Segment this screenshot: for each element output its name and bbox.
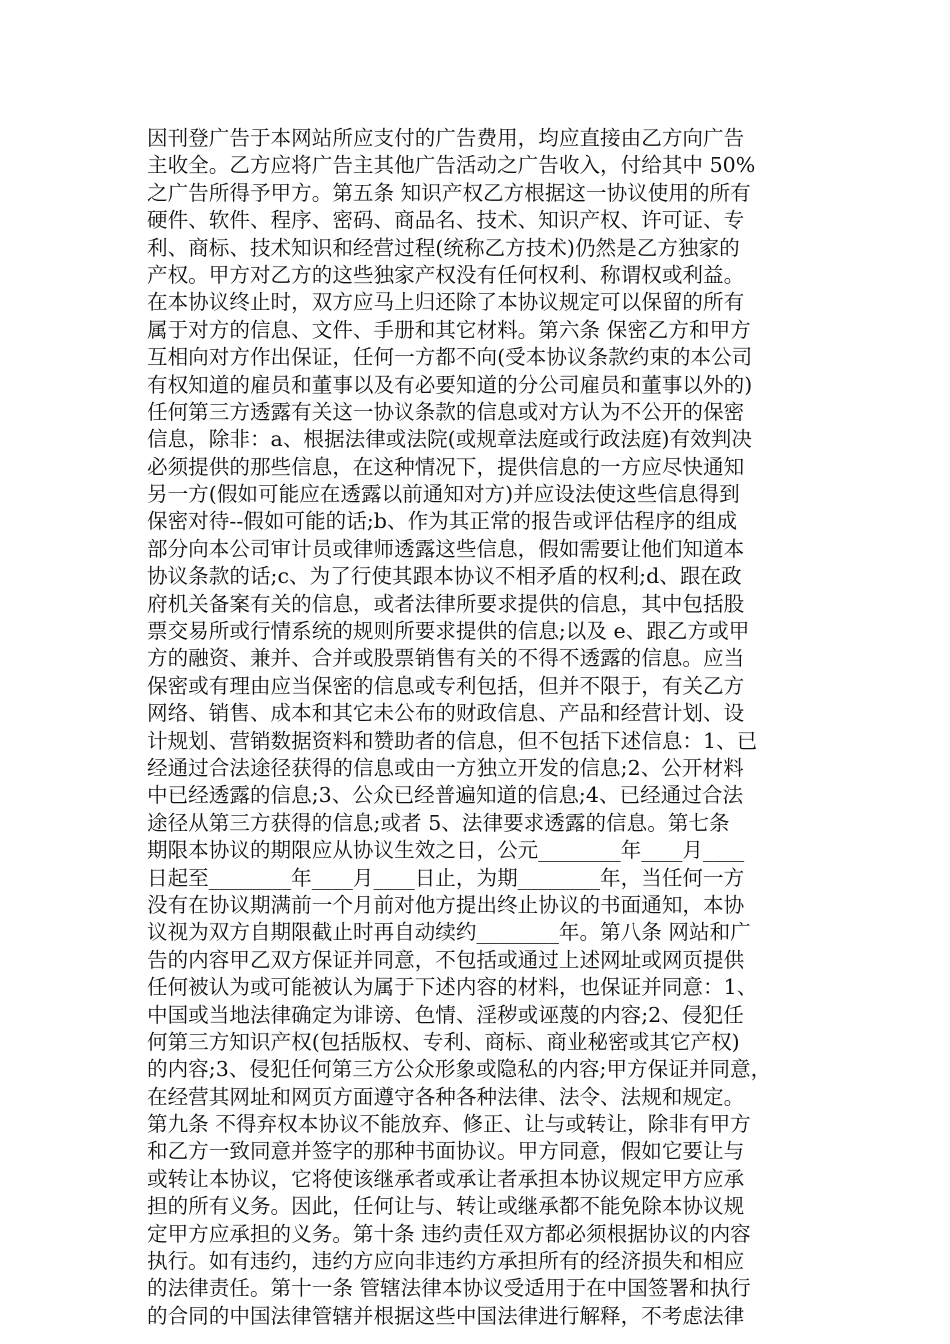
text-line: 的内容;3、侵犯任何第三方公众形象或隐私的内容;甲方保证并同意，: [147, 1057, 772, 1082]
text-line: 或转让本协议，它将使该继承者或承让者承担本协议规定甲方应承: [147, 1166, 745, 1191]
text-line: 产权。甲方对乙方的这些独家产权没有任何权利、称谓权或利益。: [147, 262, 745, 287]
text-line: 执行。如有违约，违约方应向非违约方承担所有的经济损失和相应: [147, 1249, 745, 1274]
text-line: 之广告所得予甲方。第五条 知识产权乙方根据这一协议使用的所有: [147, 180, 751, 205]
text-line: 在经营其网址和网页方面遵守各种各种法律、法令、法规和规定。: [147, 1084, 745, 1109]
text-line: 硬件、软件、程序、密码、商品名、技术、知识产权、许可证、专: [147, 208, 745, 233]
text-line: 经通过合法途径获得的信息或由一方独立开发的信息;2、公开材料: [147, 755, 744, 780]
text-line: 定甲方应承担的义务。第十条 违约责任双方都必须根据协议的内容: [147, 1221, 751, 1246]
text-line: 的合同的中国法律管辖并根据这些中国法律进行解释，不考虑法律: [147, 1303, 745, 1328]
text-line: 互相向对方作出保证，任何一方都不向(受本协议条款约束的本公司: [147, 345, 753, 370]
text-line: 票交易所或行情系统的规则所要求提供的信息;以及 e、跟乙方或甲: [147, 619, 750, 644]
text-line: 和乙方一致同意并签字的那种书面协议。甲方同意，假如它要让与: [147, 1139, 745, 1164]
text-line: 部分向本公司审计员或律师透露这些信息，假如需要让他们知道本: [147, 536, 745, 561]
text-line: 方的融资、兼并、合并或股票销售有关的不得不透露的信息。应当: [147, 646, 745, 671]
text-line: 告的内容甲乙双方保证并同意，不包括或通过上述网址或网页提供: [147, 947, 745, 972]
text-line: 有权知道的雇员和董事以及有必要知道的分公司雇员和董事以外的): [147, 372, 753, 397]
text-line: 信息，除非：a、根据法律或法院(或规章法庭或行政法庭)有效判决: [147, 427, 752, 452]
text-line: 主收全。乙方应将广告主其他广告活动之广告收入，付给其中 50%: [147, 153, 756, 178]
text-line: 另一方(假如可能应在透露以前通知对方)并应设法使这些信息得到: [147, 482, 740, 507]
text-line: 任何第三方透露有关这一协议条款的信息或对方认为不公开的保密: [147, 399, 745, 424]
text-line: 担的所有义务。因此，任何让与、转让或继承都不能免除本协议规: [147, 1194, 745, 1219]
text-line: 必须提供的那些信息，在这种情况下，提供信息的一方应尽快通知: [147, 454, 745, 479]
text-line: 保密或有理由应当保密的信息或专利包括，但并不限于，有关乙方: [147, 673, 745, 698]
text-line: 的法律责任。第十一条 管辖法律本协议受适用于在中国签署和执行: [147, 1276, 751, 1301]
text-line: 途径从第三方获得的信息;或者 5、法律要求透露的信息。第七条: [147, 810, 730, 835]
text-line: 期限本协议的期限应从协议生效之日，公元________年____月____: [147, 838, 745, 863]
text-line: 府机关备案有关的信息，或者法律所要求提供的信息，其中包括股: [147, 591, 745, 616]
text-line: 因刊登广告于本网站所应支付的广告费用，均应直接由乙方向广告: [147, 126, 745, 150]
text-line: 没有在协议期满前一个月前对他方提出终止协议的书面通知，本协: [147, 892, 745, 917]
text-line: 保密对待--假如可能的话;b、作为其正常的报告或评估程序的组成: [147, 509, 738, 534]
text-line: 议视为双方自期限截止时再自动续约________年。第八条 网站和广: [147, 920, 751, 945]
text-line: 任何被认为或可能被认为属于下述内容的材料，也保证并同意：1、: [147, 975, 758, 1000]
text-line: 第九条 不得弃权本协议不能放弃、修正、让与或转让，除非有甲方: [147, 1112, 751, 1137]
text-line: 中国或当地法律确定为诽谤、色情、淫秽或诬蔑的内容;2、侵犯任: [147, 1002, 744, 1027]
text-line: 何第三方知识产权(包括版权、专利、商标、商业秘密或其它产权): [147, 1029, 740, 1054]
text-line: 中已经透露的信息;3、公众已经普遍知道的信息;4、已经通过合法: [147, 783, 744, 808]
text-line: 属于对方的信息、文件、手册和其它材料。第六条 保密乙方和甲方: [147, 317, 751, 342]
text-line: 日起至________年____月____日止，为期________年，当任何一方: [147, 865, 745, 890]
text-line: 网络、销售、成本和其它未公布的财政信息、产品和经营计划、设: [147, 701, 745, 726]
text-line: 协议条款的话;c、为了行使其跟本协议不相矛盾的权利;d、跟在政: [147, 564, 742, 589]
contract-body-text: [147, 125, 817, 1330]
text-line: 利、商标、技术知识和经营过程(统称乙方技术)仍然是乙方独家的: [147, 235, 740, 260]
text-line: 计规划、营销数据资料和赞助者的信息，但不包括下述信息：1、已: [147, 728, 758, 753]
text-line: 在本协议终止时，双方应马上归还除了本协议规定可以保留的所有: [147, 290, 745, 315]
